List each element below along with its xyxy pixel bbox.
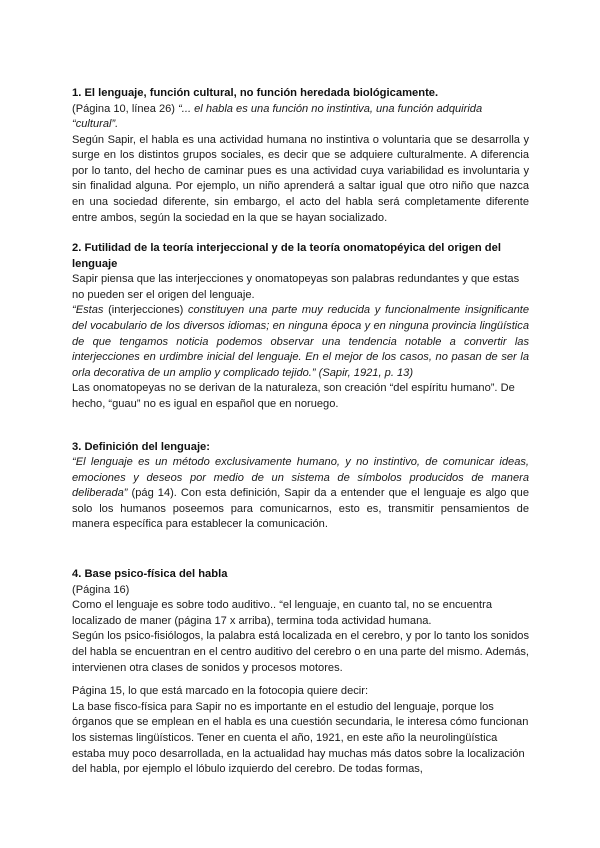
section-1 (72, 86, 529, 226)
section-2 (72, 241, 529, 412)
section-3-text: (pág 14). Con esta definición, Sapir da a entender que el lenguaje es algo que solo los humanos poseemos para comunicarnos, esto es, transmitir pensamientos de manera específica para establecer la comunicación. (72, 487, 529, 531)
section-4 (72, 567, 529, 778)
section-1-body: Según Sapir, el habla es una actividad humana no instintiva o voluntaria que se desarrolla y surge en los distintos grupos sociales, es decir que se adquiere culturalmente. A diferencia por lo tanto, del hecho de caminar pues es una actividad cuya variabilidad es involuntaria y sin finalidad alguna. Por ejemplo, un niño aprenderá a saltar igual que otro niño que nazca en una sociedad diferente, sin embargo, el acto del habla será completamente diferente entre ambos, según la sociedad en la que se hayan socializado. (72, 133, 529, 224)
section-1-reference (72, 102, 529, 133)
section-3-body (72, 455, 529, 533)
section-3-heading: 3. Definición del lenguaje: (72, 440, 211, 453)
section-1-ref-plain: (Página 10, línea 26) (72, 102, 179, 115)
section-2-quote-rest: constituyen una parte muy reducida y funcionalmente insignificante del vocabulario de los diversos idiomas; en ninguna época y en ninguna provincia lingüística de que tengamos noticia podemos observar una tendencia notable a convertir las interjecciones en urdimbre inicial del lenguaje. En el mejor de los casos, no pasan de ser la orla decorativa de un amplio y complicado tejido.” (Sapir, 1921, p. 13) (72, 304, 529, 379)
section-3-quote: “El lenguaje es un método exclusivamente humano, y no instintivo, de comunicar ideas, emociones y deseos por medio de un sistema de símbolos producidos de manera deliberada” (72, 456, 529, 500)
section-4-heading: 4. Base psico-física del habla (72, 568, 228, 581)
section-1-ref-quote: “... el habla es una función no instintiva, una función adquirida “cultural”. (72, 102, 483, 131)
section-2-quote (72, 303, 529, 381)
section-2-quote-paren: (interjecciones) (103, 304, 188, 317)
section-4-para-2: Según los psico-fisiólogos, la palabra está localizada en el cerebro, y por lo tanto los sonidos del habla se encuentran en el centro auditivo del cerebro o en una parte del mismo. Además, intervienen otra clases de sonidos y procesos motores. (72, 630, 529, 674)
section-4-ref: (Página 16) (72, 583, 130, 596)
document-page (72, 86, 529, 778)
section-3 (72, 440, 529, 533)
section-4-para-3: La base fisco-física para Sapir no es importante en el estudio del lenguaje, porque los órganos que se emplean en el habla es una cuestión secundaria, le interesa cómo funcionan los sistemas lingüísticos. Tener en cuenta el año, 1921, en este año la neurolingüística estaba muy poco desarrollada, en la actualidad hay muchas más datos sobre la localización del habla, por ejemplo el lóbulo izquierdo del cerebro. De todas formas, (72, 700, 529, 776)
section-2-heading: 2. Futilidad de la teoría interjeccional y de la teoría onomatopéyica del origen del lenguaje (72, 242, 501, 270)
section-4-note: Página 15, lo que está marcado en la fotocopia quiere decir: (72, 685, 369, 698)
section-2-body: Las onomatopeyas no se derivan de la naturaleza, son creación “del espíritu humano”. De hecho, “guau” no es igual en español que en noruego. (72, 382, 515, 410)
section-1-heading: 1. El lenguaje, función cultural, no función heredada biológicamente. (72, 87, 439, 99)
section-2-quote-start: “Estas (72, 304, 104, 317)
section-2-intro: Sapir piensa que las interjecciones y onomatopeyas son palabras redundantes y que estas no pueden ser el origen del lenguaje. (72, 273, 520, 301)
section-4-para-1: Como el lenguaje es sobre todo auditivo.. “el lenguaje, en cuanto tal, no se encuentra localizado de maner (página 17 x arriba), termina toda actividad humana. (72, 599, 492, 627)
